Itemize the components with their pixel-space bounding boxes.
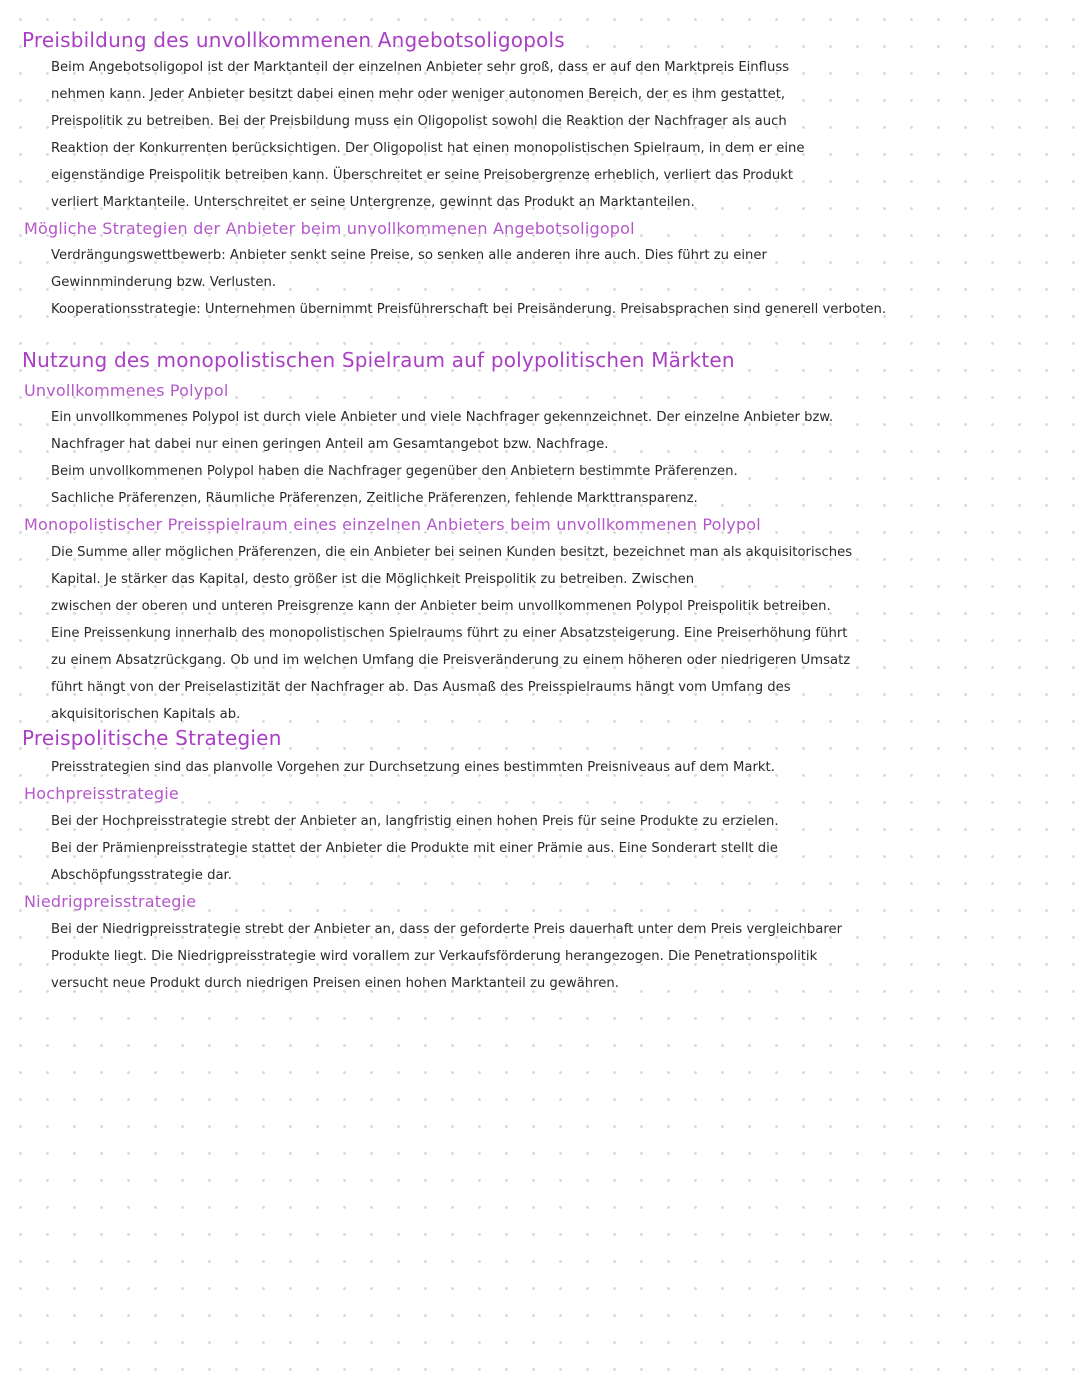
text-line: Bei der Hochpreisstrategie strebt der Anbieter an, langfristig einen hohen Preis für seine Produkte zu erzielen. xyxy=(51,814,779,829)
text-line: Reaktion der Konkurrenten berücksichtigen. Der Oligopolist hat einen monopolistischen Spielraum, in dem er eine xyxy=(51,141,805,156)
subheading-hochpreisstrategie: Hochpreisstrategie xyxy=(24,784,179,803)
text-line: verliert Marktanteile. Unterschreitet er seine Untergrenze, gewinnt das Produkt an Marktanteilen. xyxy=(51,195,695,210)
subheading-niedrigpreisstrategie: Niedrigpreisstrategie xyxy=(24,892,197,911)
text-line: führt hängt von der Preiselastizität der Nachfrager ab. Das Ausmaß des Preisspielraums hängt vom Umfang des xyxy=(51,680,791,695)
text-line: eigenständige Preispolitik betreiben kann. Überschreitet er seine Preisobergrenze erheblich, verliert das Produkt xyxy=(51,168,794,183)
text-line: Sachliche Präferenzen, Räumliche Präferenzen, Zeitliche Präferenzen, fehlende Markttransparenz. xyxy=(51,491,698,506)
text-line: nehmen kann. Jeder Anbieter besitzt dabei einen mehr oder weniger autonomen Bereich, der es ihm gestattet, xyxy=(51,87,786,102)
text-line: versucht neue Produkt durch niedrigen Preisen einen hohen Marktanteil zu gewähren. xyxy=(51,976,619,991)
text-line: Bei der Prämienpreisstrategie stattet der Anbieter die Produkte mit einer Prämie aus. Eine Sonderart stellt die xyxy=(51,841,778,856)
section-heading-oligopol: Preisbildung des unvollkommenen Angebotsoligopols xyxy=(22,28,565,52)
text-line: Bei der Niedrigpreisstrategie strebt der Anbieter an, dass der geforderte Preis dauerhaft unter dem Preis vergleichbarer xyxy=(51,922,843,937)
text-line: Gewinnminderung bzw. Verlusten. xyxy=(51,275,277,290)
section-heading-polypol: Nutzung des monopolistischen Spielraum auf polypolitischen Märkten xyxy=(22,348,735,372)
subheading-strategien-oligopol: Mögliche Strategien der Anbieter beim unvollkommenen Angebotsoligopol xyxy=(24,219,635,238)
text-line: Ein unvollkommenes Polypol ist durch viele Anbieter und viele Nachfrager gekennzeichnet. Der einzelne Anbieter bzw. xyxy=(51,410,834,425)
text-line: akquisitorischen Kapitals ab. xyxy=(51,707,241,722)
text-line: zwischen der oberen und unteren Preisgrenze kann der Anbieter beim unvollkommenen Polypol Preispolitik betreiben. xyxy=(51,599,831,614)
text-line: Beim unvollkommenen Polypol haben die Nachfrager gegenüber den Anbietern bestimmte Präferenzen. xyxy=(51,464,738,479)
text-line: Produkte liegt. Die Niedrigpreisstrategie wird vorallem zur Verkaufsförderung herangezogen. Die Penetrationspolitik xyxy=(51,949,818,964)
text-line: Eine Preissenkung innerhalb des monopolistischen Spielraums führt zu einer Absatzsteigerung. Eine Preiserhöhung führt xyxy=(51,626,848,641)
text-line: Abschöpfungsstrategie dar. xyxy=(51,868,232,883)
section-heading-preispolitische-strategien: Preispolitische Strategien xyxy=(22,726,282,750)
text-line: Preispolitik zu betreiben. Bei der Preisbildung muss ein Oligopolist sowohl die Reaktion der Nachfrager als auch xyxy=(51,114,787,129)
text-line: Verdrängungswettbewerb: Anbieter senkt seine Preise, so senken alle anderen ihre auch. Dies führt zu einer xyxy=(51,248,767,263)
text-line: Nachfrager hat dabei nur einen geringen Anteil am Gesamtangebot bzw. Nachfrage. xyxy=(51,437,609,452)
subheading-preisspielraum: Monopolistischer Preisspielraum eines einzelnen Anbieters beim unvollkommenen Polypol xyxy=(24,515,761,534)
text-line: Preisstrategien sind das planvolle Vorgehen zur Durchsetzung eines bestimmten Preisniveaus auf dem Markt. xyxy=(51,760,775,775)
text-line: Die Summe aller möglichen Präferenzen, die ein Anbieter bei seinen Kunden besitzt, bezeichnet man als akquisitorisches xyxy=(51,545,853,560)
subheading-unvollkommenes-polypol: Unvollkommenes Polypol xyxy=(24,381,229,400)
text-line: Kapital. Je stärker das Kapital, desto größer ist die Möglichkeit Preispolitik zu betreiben. Zwischen xyxy=(51,572,695,587)
text-line: Beim Angebotsoligopol ist der Marktanteil der einzelnen Anbieter sehr groß, dass er auf den Marktpreis Einfluss xyxy=(51,60,790,75)
text-line: zu einem Absatzrückgang. Ob und im welchen Umfang die Preisveränderung zu einem höheren oder niedrigeren Umsatz xyxy=(51,653,851,668)
text-line: Kooperationsstrategie: Unternehmen übernimmt Preisführerschaft bei Preisänderung. Preisabsprachen sind generell verboten. xyxy=(51,302,887,317)
